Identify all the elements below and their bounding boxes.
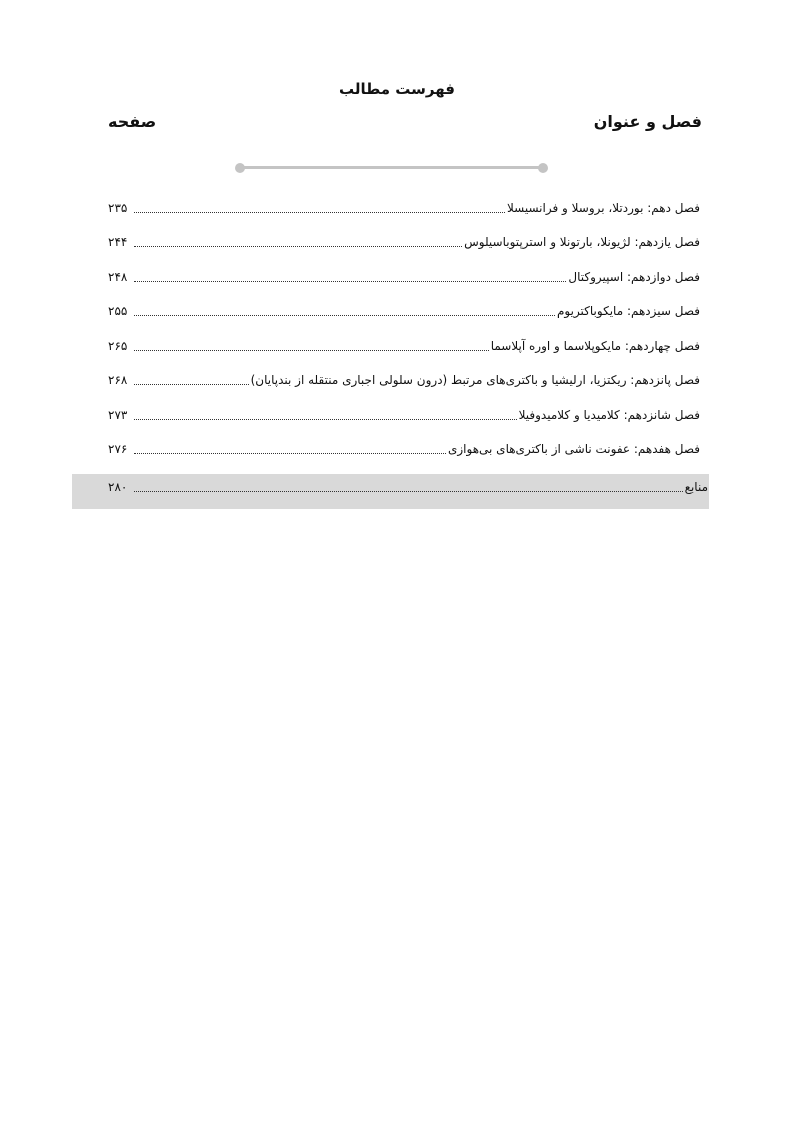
toc-entry-page: ۲۸۰: [108, 480, 128, 494]
toc-entry-chapter-13[interactable]: [108, 301, 700, 321]
toc-entry-title: منابع: [684, 480, 708, 494]
toc-entry-page: ۲۶۸: [108, 373, 128, 387]
dot-leader: [134, 384, 249, 385]
toc-entry-page: ۲۷۶: [108, 442, 128, 456]
toc-entry-title: فصل شانزدهم: کلامیدیا و کلامیدوفیلا: [518, 408, 700, 422]
divider-end-dot: [538, 163, 548, 173]
toc-entry-page: ۲۵۵: [108, 304, 128, 318]
header-divider: [240, 166, 543, 169]
toc-entry-title: فصل چهاردهم: مایکوپلاسما و اوره آپلاسما: [490, 339, 700, 353]
toc-entry-chapter-10[interactable]: [108, 198, 700, 218]
page-column-header: صفحه: [108, 112, 157, 131]
toc-entry-page: ۲۴۴: [108, 235, 128, 249]
toc-entry-title: فصل دوازدهم: اسپیروکتال: [568, 270, 700, 284]
toc-entry-title: فصل هفدهم: عفونت ناشی از باکتری‌های بی‌هوازی: [447, 442, 700, 456]
dot-leader: [134, 212, 505, 213]
toc-entry-chapter-12[interactable]: [108, 267, 700, 287]
toc-entry-chapter-15[interactable]: [108, 370, 700, 390]
toc-entry-page: ۲۶۵: [108, 339, 128, 353]
divider-end-dot: [235, 163, 245, 173]
dot-leader: [134, 281, 566, 282]
dot-leader: [134, 350, 489, 351]
toc-entry-title: فصل پانزدهم: ریکتزیا، ارلیشیا و باکتری‌های مرتبط (درون سلولی اجباری منتقله از بندپایان): [250, 373, 700, 387]
toc-entry-page: ۲۴۸: [108, 270, 128, 284]
toc-entry-page: ۲۷۳: [108, 408, 128, 422]
toc-entry-chapter-16[interactable]: [108, 405, 700, 425]
toc-entry-chapter-17[interactable]: [108, 439, 700, 459]
dot-leader: [134, 491, 683, 492]
dot-leader: [134, 246, 462, 247]
toc-entry-title: فصل یازدهم: لژیونلا، بارتونلا و استرپتوباسیلوس: [464, 235, 700, 249]
toc-entry-references[interactable]: [108, 477, 708, 497]
toc-entry-chapter-11[interactable]: [108, 232, 700, 252]
dot-leader: [134, 419, 517, 420]
toc-entry-chapter-14[interactable]: [108, 336, 700, 356]
chapter-column-header: فصل و عنوان: [593, 112, 702, 131]
toc-entry-page: ۲۳۵: [108, 201, 128, 215]
dot-leader: [134, 453, 446, 454]
page-title: فهرست مطالب: [339, 80, 455, 98]
toc-entry-title: فصل سیزدهم: مایکوباکتریوم: [556, 304, 700, 318]
toc-entry-title: فصل دهم: بوردتلا، بروسلا و فرانسیسلا: [506, 201, 700, 215]
dot-leader: [134, 315, 555, 316]
